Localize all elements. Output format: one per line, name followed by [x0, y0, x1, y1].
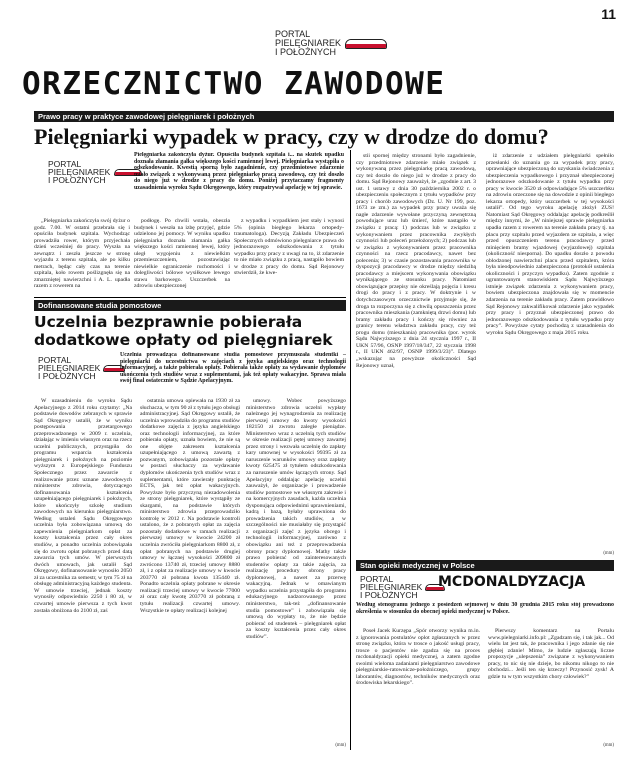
article-column: [356, 628, 480, 754]
logo-line: PIELĘGNIAREK: [48, 167, 111, 177]
logo-text: [48, 160, 110, 184]
section-title: ORZECZNICTWO ZAWODOWE: [22, 66, 446, 102]
column-text: Poseł Jacek Kurzępa „Spór otworzy wynika m.in. z ignorowania postulatów oplot zgłaszanych w przez stronę związku, która w trosce o jakość usługi pracy, trosce o pacjentów nie zgadza się na proces mcdonaldyzacji opieki medycznej, a zatem zgodne swoimi wieloma zadaniami pielęgniarstwo zawodowe pielęgniarskie-ratownicze-położniczego, grupy laborantów, diagnostów, techników medycznych oraz środowiska lekarskiego”.: [356, 628, 480, 687]
article-column: [234, 218, 344, 296]
header-portal-logo: [275, 30, 387, 57]
article-column: [140, 398, 240, 758]
section-bar-medical-care: Stan opieki medycznej w Polsce: [356, 560, 614, 571]
page-number: 11: [601, 6, 616, 22]
article-portal-logo: [38, 356, 125, 380]
logo-line: PIELĘGNIAREK: [360, 582, 423, 592]
article-title-accident: Pielęgniarki wypadek w pracy, czy w drodze do domu?: [34, 124, 549, 149]
author-signature: (mm): [603, 551, 614, 556]
column-text: W uzasadnieniu do wyroku Sądu Apelacyjnego z 2014 roku czytamy: „Na podstawie dowodów zebranych w sprawie Sąd Okręgowy ustalił, że w wyniku postępowania przetargowego przeprowadzonego w 2009 r. uczelnia, działając w imieniu własnym oraz na rzecz uczelni publicznych, przystąpiła do programu wsparcia kształcenia pielęgniarek i położnych na poziomie wyższym z Europejskiego Funduszu Społecznego przez zawarcie z realizowanie przez uznane zawodowych ministerstw zdrowia, dotyczącego dofinansowania kształcenia uzupełniającego pielęgniarek i położnych, które ukończyły szkołę studium zawodowych na kierunku pielęgniarstwo. Według ustaleń Sądu Okręgowego uczelnia była zobowiązana umową do zapewnienia pielęgniarkom opłat za koszty kształcenia przez cały okres studiów, a ponadto uczelnia zobowiązała się do zwrotu opłat pobranych przed datą zawarcia tych umów. W pierwszych dwóch umowach, jak ustalił Sąd Okręgowy, dofinansowanie wynosiło 2050 zł za uczestnika za semestr, w tym 75 zł na obsługę administracyjną każdego studenta. W umowie trzeciej, jednak koszty wynosiły odpowiednio 2250 i 80 zł, w czwartej umowie pierwsza z tych kwot została obniżona do 2100 zł, zaś: [34, 398, 132, 614]
article-title-mcdonaldization: MCDONALDYZACJA: [438, 574, 586, 590]
article-column: [34, 218, 130, 296]
article-portal-logo: [48, 160, 142, 184]
article-lead: Pielęgniarka zakończyła dyżur. Opuściła budynek szpitala i... na skutek upadku doznała złamania gałka większego kości ramiennej lewej. Pielęgniarka wystąpiła o odszkodowanie. Kwestią sporną było zagadnienie, czy przedmiotowe zdarzenie miało związek z wykonywaną przez pielęgniarkę pracą zawodową, czy też doszło do niego już w drodze z pracy do domu. Poniżej przytaczamy fragmenty uzasadnienia wyroku Sądu Okręgowego, który rozpatrywał apelację w tej sprawie.: [134, 152, 344, 191]
article-column: [356, 153, 476, 558]
logo-line: PIELĘGNIAREK: [38, 363, 101, 373]
article-portal-logo: [360, 575, 445, 599]
column-text: iż zdarzenie z udziałem pielęgniarki spełniło przesłanki do uznania go za wypadek przy pracy, uprawniające ubezpieczoną do uzyskania świadczenia z ubezpieczenia wypadkowego i przyznał ubezpieczonej jednorazowe odszkodowanie z tytułu wypadku przy pracy w kwocie 3520 zł odpowiadające 5% uszczerbku na zdrowiu orzeczone się na dowodzie z opinii biegłego lekarza ortopedy, który uszczerbek w tej wysokości ustalił”. Od tego wyroku apelację złożył ZUS! Natomiast Sąd Okręgowy oddalając apelację podkreślił między innymi, że „W niniejszej sprawie pielęgniarka upadła razem z rowerem na terenie zakładu pracy tj. na placu przy szpitalu przed wyjazdem ze szpitala, a więc przed opuszczeniem terenu pracodawcy przed minięciem bramy wjazdowej (wyjazdowej) szpitala (okoliczność niesporna). Do upadku doszło z powodu oblodzonej nawierzchni placu przed szpitalem, która była nieodpowiednio zabezpieczona (protokół ustalenia okoliczności i przyczyn wypadku). Zatem zgodnie z ugruntowanym stanowiskiem Sądu Najwyższego istnieje związek zdarzenia z wykonywaniem pracy, bowiem ubezpieczona znajdowała się w momencie zdarzenia na terenie zakładu pracy. Zatem prawidłowo Sąd Rejonowy zakwalifikował zdarzenie jako wypadek przy pracy i przyznał ubezpieczonej prawo do jednorazowego odszkodowania z tytułu wypadku przy pracy”. Powyższe cytaty pochodzą z uzasadnienia do wyroku Sądu Okręgowego z maja 2015 roku.: [486, 153, 614, 336]
author-signature: (mm): [603, 743, 614, 748]
logo-line: I POŁOŻNYCH: [275, 47, 337, 57]
article-lead: Według stenogramu jednego z posiedzeń sejmowej w dniu 30 grudnia 2015 roku stój prowadzono określenia w stosunku do obecnej opieki medycznej w Polsce.: [356, 602, 614, 615]
column-text: ostatnia umowa opiewała na 1930 zł za słuchacza, w tym 90 zł z tytułu jego obsługi administracyjnej. Sąd Okręgowy ustalił, że uczelnia wprowadziła do programu studiów dodatkowe zajęcia z języka angielskiego oraz technologii informacyjnej, za które pobierała opłaty, uznała bowiem, że nie są one objęte zakresem kształcenia uzupełniającego z umową zawartą z pozwanym, zobowiązała pozostałe opłaty w postaci słuchaczy za wydawanie dyplomów ukończenia tych studiów wraz z suplementami, które zawierały punktację ECTS, jak też opłat wakacyjnych. Powyższe było przyczyną niezadowolenia ze strony pielęgniarek, które wystąpiły ze skargami, na podstawie których ministerstwo zdrowia przeprowadziło kontrolę w 2012 r. Na podstawie kontroli ustalono, że z pobranych opłat za zajęcia pozostały dodatkowe w ramach realizacji pierwszej umowy w kwocie 24200 zł uczelnia zwróciła pielęgniarkom 8800 zł, z opłat pobranych na podstawie drugiej umowy w łącznej wysokości 209800 zł zwrócono 13740 zł, trzeciej umowy 8880 zł, i z opłat za realizacje umowy w kwocie 203770 zł pobrana kwota 135440 zł. Ponadto uczelnia opłaty pobrane w okresie realizacji trzeciej umowy w kwocie 77000 zł oraz cały kwotę 203770 zł pobraną z tytułu realizacji czwartej umowy. Wszystkie te opłaty realizacji kolejnej: [140, 398, 240, 614]
section-bar-labor-law: Prawo pracy w praktyce zawodowej pielęgniarek i położnych: [34, 111, 614, 122]
column-text: Pierwszy komentarz na Portalu www.pielegniarki.info.pl: „Zgadzam się, i tak jak... Od wielu lat jest tak, że pracownika i jego zdanie się nie głębiej zdanie! Mimo, że ludzie zgłaszają liczne propozycje „ulepszenia” związane z wykonywaniem pracy, to nic się nie dzieje, bo nikomu nikogo to nie obchodzi... Jeśli ten się krzeczy! Przynosić zysk! A gdzie tu w tym wszystkim chory człowiek?”: [488, 628, 614, 680]
column-text: podłogę. Po chwili wstała, obeszła budynek i weszła na izbę przyjęć, gdzie udzielono jej pomocy. W wyniku upadku pielęgniarka doznała złamania gałka większego kości ramiennej lewej, który uległ wygojeniu z niewielkim przemieszczeniem, pozostawiając niewielkie ograniczenie ruchomości i dolegliwości bólowe wysiłkowe lewego stawu barkowego. Uszczerbek na zdrowiu ubezpieczonej: [134, 218, 230, 290]
column-text: z wypadku i wypadkiem jest stały i wynosi 5% (opinia biegłego lekarza ortopedy-traumatologa). Decyzją Zakładu Ubezpieczeń Społecznych odmówiono pielęgniarce prawa do jednorazowego odszkodowania z tytułu wypadku przy pracy z uwagi na to, iż zdarzenie to nie miało związku z pracą, nastąpiło bowiem w drodze z pracy do domu. Sąd Rejonowy stwierdził, że kwe-: [234, 218, 344, 277]
article-title-university: Uczelnia bezprawnie pobierała dodatkowe opłaty od pielęgniarek: [34, 313, 333, 349]
logo-text: [275, 30, 341, 57]
logo-line: I POŁOŻNYCH: [360, 590, 418, 600]
logo-line: I POŁOŻNYCH: [38, 371, 96, 381]
article-column: [486, 153, 614, 551]
logo-line: PIELĘGNIAREK: [275, 38, 342, 48]
section-bar-bridging-studies: Dofinansowane studia pomostowe: [34, 300, 346, 311]
flag-icon: [345, 39, 387, 49]
logo-text: [38, 356, 100, 380]
logo-line: PORTAL: [38, 355, 72, 365]
column-text: „Pielęgniarka zakończyła swój dyżur o godz. 7.00. W ostatni przebrała się i opuściła budynek szpitala. Wychodząc prowadziła rower, którym przyjechała dzień wcześniej do pracy. Wyszła na zewnątrz i zeszła jeszcze w stronę wyjazdu z terenu szpitala, ale po kilku metrach, będąc cały czas na terenie szpitala, koło rowem poślizgnęła się na zmarzniętej nawierzchni i A. L. upadła razem z rowerem na: [34, 218, 130, 290]
logo-line: PORTAL: [360, 574, 394, 584]
article-column: [246, 398, 346, 738]
article-column: [34, 398, 132, 758]
article-column: [134, 218, 230, 296]
column-divider: [350, 150, 351, 750]
logo-line: PORTAL: [48, 159, 82, 169]
row-divider: [34, 297, 346, 298]
column-text: umowy. Wobec powyższego ministerstwo zdrowia uczelni wypłaty należnego jej wynagrodzenia za realizację pierwszej umowy do kwoty wysokości 182150 zł zwrotu zaległe pieniądze. Ministerstwo wraz z uczelnią tych studiów w okresie realizacji pętej umowy zawartej przez strony i wezwała uczelnię do zapłaty kary umownej w wysokości 99395 zł za naruszenie warunków umowy oraz zapłaty kwoty 625475 zł tytułem odszkodowania za naruszenie umów łączących strony. Sąd Apelacyjny oddalając apelację uczelni zauważył, że organizacje i prowadzenie studiów pomostowe we własnym zakresie i na komercyjnych zasadach, każda uczelnia dysponująca odpowiednimi uprawnieniami, kadrą i bazą, byłaby uprawniona do prowadzenia takich studiów, a w szczególności nie musiałaby się przystąpić z organizacji zajęć z języka obcego i technologii informacyjnej, zarówno z obowiązku ani też z przeprowadzenia obrony pracy dyplomowej. Mathy także prawo pobierać od zainteresowanych studentów opłaty za takie zajęcia, za realizację procedury obrony pracy dyplomowej, a nawet za przerwę wakacyjną. Jednak w omawianym wypadku uczelnia przystąpiła do programu edukacyjnego nadzorowanego przez ministerstwo, tak-też „dofinansowanie studia pomostowe” i zobowiązała się umową do wypłaty to, że nie będzie pobierać od studentek – pielęgniarek opłat za koszty kształcenia przez cały okres studiów”.: [246, 398, 346, 640]
article-column: [488, 628, 614, 740]
article-lead: Uczelnia prowadząca dofinansowane studia pomostowe przymuszała studentki – pielęgniarki do uczestnictwa w zajęciach z języka angielskiego oraz technologii informacyjnej, a także pobierała opłaty. Pobierała także opłaty za wydawanie dyplomów ukończenia tych studiów wraz z suplementami, jak też opłaty wakacyjne. Sprawa miała swój final ostatecznie w Sądzie Apelacyjnym.: [120, 352, 346, 385]
author-signature: (mm): [335, 743, 346, 748]
logo-text: [360, 575, 422, 599]
logo-line: PORTAL: [275, 29, 311, 39]
column-text: stii spornej między stronami było zagadnienie, czy przedmiotowe zdarzenie miało związek z wykonywaną przez pielęgniarkę pracą zawodową, czy też doszło do niego już w drodze z pracy do domu. Sąd Rejonowy zauważył, że „zgodnie z art. 3 ust. 1 ustawy z dnia 30 października 2002 r. o ubezpieczeniu społecznym z tytułu wypadków przy pracy i chorób zawodowych (Dz. U. Nr 199, poz. 1673 ze zm.) za wypadek przy pracy uważa się nagłe zdarzenie wywołane przyczyną zewnętrzną powodujące uraz lub śmierć, które nastąpiło w związku z pracą: 1) podczas lub w związku z wykonywaniem przez pracownika zwykłych czynności lub poleceń przełożonych; 2) podczas lub w związku z wykonywaniem przez pracownika czynności na rzecz pracodawcy, nawet bez polecenia; 3) w czasie pozostawania pracownika w dyspozycji pracodawcy w drodze między siedzibą pracodawcy a miejscem wykonywania obowiązku wynikającego ze stosunku pracy. Natomiast obowiązujące przepisy nie określają pojęcia i kresu drogi do pracy i z pracy. W doktrynie i w dotychczasowym orzecznictwie przyjmuje się, że droga ta rozpoczyna się z chwilą opuszczenia przez pracownika mieszkania (zamkniętą drzwi domu) lub bramy zakładu pracy i kończy się równiez za granicy terenu władztwa zakładu pracy, czy też progu domu (mieszkania) pracownika (por. wyrok Sądu Najwyższego z dnia 24 stycznia 1997 r., II UKN 57/96, OSNP 1997/18/347, 22 stycznia 1998 r., II UKN 462/97, OSNP 1999/3/23)”. Dlatego „wskazując na powyższe okoliczności Sąd Rejonowy uznał,: [356, 153, 476, 369]
logo-line: I POŁOŻNYCH: [48, 175, 106, 185]
